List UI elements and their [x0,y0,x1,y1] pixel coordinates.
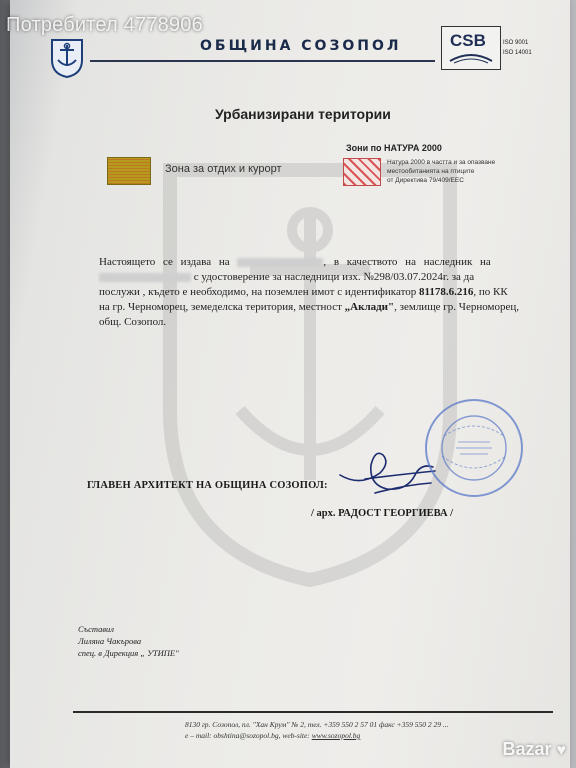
document-page [10,0,570,768]
chief-architect-title: ГЛАВЕН АРХИТЕКТ НА ОБЩИНА СОЗОПОЛ: [87,480,328,491]
heart-icon: ♥ [556,742,566,759]
certification-logo-text: CSB [450,31,486,50]
header-divider [90,60,435,62]
footer-address: 8130 гр. Созопол, пл. "Хан Крум" № 2, тел. +359 550 2 57 01 факс +359 550 2 29 ... [185,720,449,729]
body-text: , землище гр. Черноморец, [394,301,519,313]
viewer-watermark: Потребител 4778906 [6,14,203,36]
natura-zone-swatch [343,158,381,186]
natura-description-line: Натура 2000 в частта и за опазване [387,159,496,166]
natura-zones-title: Зони по НАТУРА 2000 [346,143,442,153]
body-line-3 [99,286,508,298]
municipality-name: ОБЩИНА СОЗОПОЛ [200,38,402,54]
brand-logo [502,739,566,760]
municipality-emblem-icon [50,38,84,78]
prepared-by-position: спец. в Дирекция „ УТИПЕ" [78,648,179,658]
leisure-zone-swatch [107,157,151,185]
legend-title: Урбанизирани територии [215,106,391,122]
prepared-by-name: Лиляна Чакърова [78,636,142,646]
body-line-4 [99,301,519,313]
body-text: , по КК [473,286,508,298]
locality-name: „Аклади" [344,301,395,313]
certification-swoosh-icon [448,51,494,65]
property-identifier: 81178.6.216 [418,286,474,298]
signatory-name: / арх. РАДОСТ ГЕОРГИЕВА / [311,508,454,519]
footer-website-link[interactable]: www.sozopol.bg [311,731,361,740]
body-line-1 [99,256,559,268]
brand-logo-text: Bazar [502,739,552,759]
iso-14001-label: ISO 14001 [503,50,532,56]
official-stamp-icon [422,396,526,500]
footer-divider [73,711,553,713]
footer-contacts [185,731,360,740]
natura-description-line: местообитанията на птиците [387,168,475,175]
iso-9001-label: ISO 9001 [503,40,529,46]
redacted-name [237,258,323,267]
body-text: , в качеството на наследник на [323,256,491,268]
body-line-2 [99,271,474,283]
prepared-by-label: Съставил [78,624,114,634]
footer-email: е – mail: obshtina@sozopol.bg, web-site: [185,731,310,740]
body-line-5: общ. Созопол. [99,316,167,328]
redacted-name [99,273,191,282]
body-text: с удостоверение за наследници изх. №298/03.07.2024г. за да [193,271,475,283]
natura-description-line: от Директива 79/409/ЕЕС [387,177,464,184]
body-text: на гр. Черноморец, земеделска територия, местност [99,301,342,313]
body-text: Настоящето се издава на [99,256,230,268]
body-text: послужи , където е необходимо, на поземлен имот с идентификатор [99,286,417,298]
watermark-emblem-icon [150,150,470,590]
leisure-zone-label: Зона за отдих и курорт [165,163,282,175]
certification-logo [441,26,501,70]
